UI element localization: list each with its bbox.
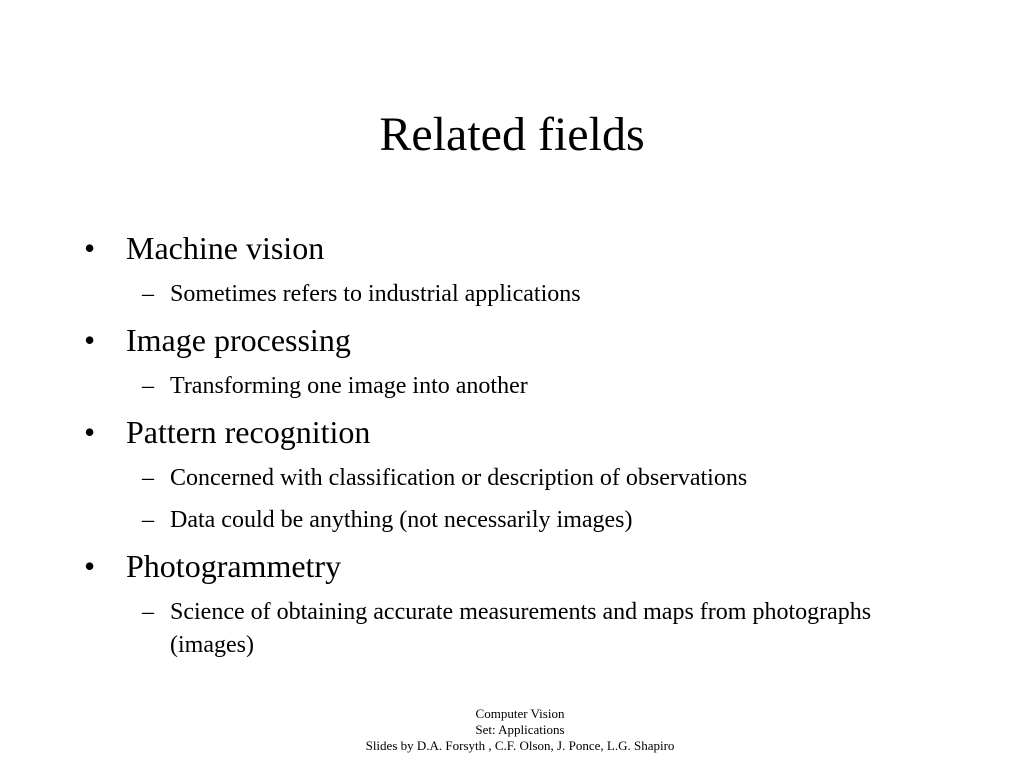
footer-course: Computer Vision (475, 706, 565, 721)
dash-icon: – (142, 599, 154, 625)
slide-title: Related fields (379, 108, 645, 161)
bullet-label: Photogrammetry (126, 548, 342, 584)
sub-bullet-item (84, 278, 944, 311)
bullet-label: Image processing (126, 322, 351, 358)
bullet-item-pattern-recognition (84, 412, 944, 452)
bullet-item-photogrammetry (84, 546, 944, 586)
footer-set: Set: Applications (475, 722, 565, 737)
sub-bullet-item (84, 504, 944, 537)
bullet-list (84, 228, 944, 674)
bullet-dot-icon: • (84, 414, 96, 450)
bullet-item-machine-vision (84, 228, 944, 268)
slide-footer (0, 706, 1024, 754)
sub-bullet-label: Sometimes refers to industrial applications (170, 281, 581, 307)
bullet-label: Machine vision (126, 230, 325, 266)
bullet-label: Pattern recognition (126, 414, 371, 450)
sub-bullet-label: Transforming one image into another (170, 373, 528, 399)
bullet-dot-icon: • (84, 230, 96, 266)
dash-icon: – (142, 465, 154, 491)
sub-bullet-label: Science of obtaining accurate measurements and maps from photographs (images) (170, 599, 872, 658)
bullet-dot-icon: • (84, 322, 96, 358)
sub-bullet-label: Data could be anything (not necessarily images) (170, 507, 633, 533)
sub-bullet-label: Concerned with classification or description of observations (170, 465, 748, 491)
bullet-dot-icon: • (84, 548, 96, 584)
bullet-item-image-processing (84, 320, 944, 360)
dash-icon: – (142, 281, 154, 307)
dash-icon: – (142, 373, 154, 399)
sub-bullet-item (84, 596, 944, 662)
sub-bullet-item (84, 370, 944, 403)
footer-credits: Slides by D.A. Forsyth , C.F. Olson, J. Ponce, L.G. Shapiro (365, 738, 675, 753)
sub-bullet-item (84, 462, 944, 495)
dash-icon: – (142, 507, 154, 533)
